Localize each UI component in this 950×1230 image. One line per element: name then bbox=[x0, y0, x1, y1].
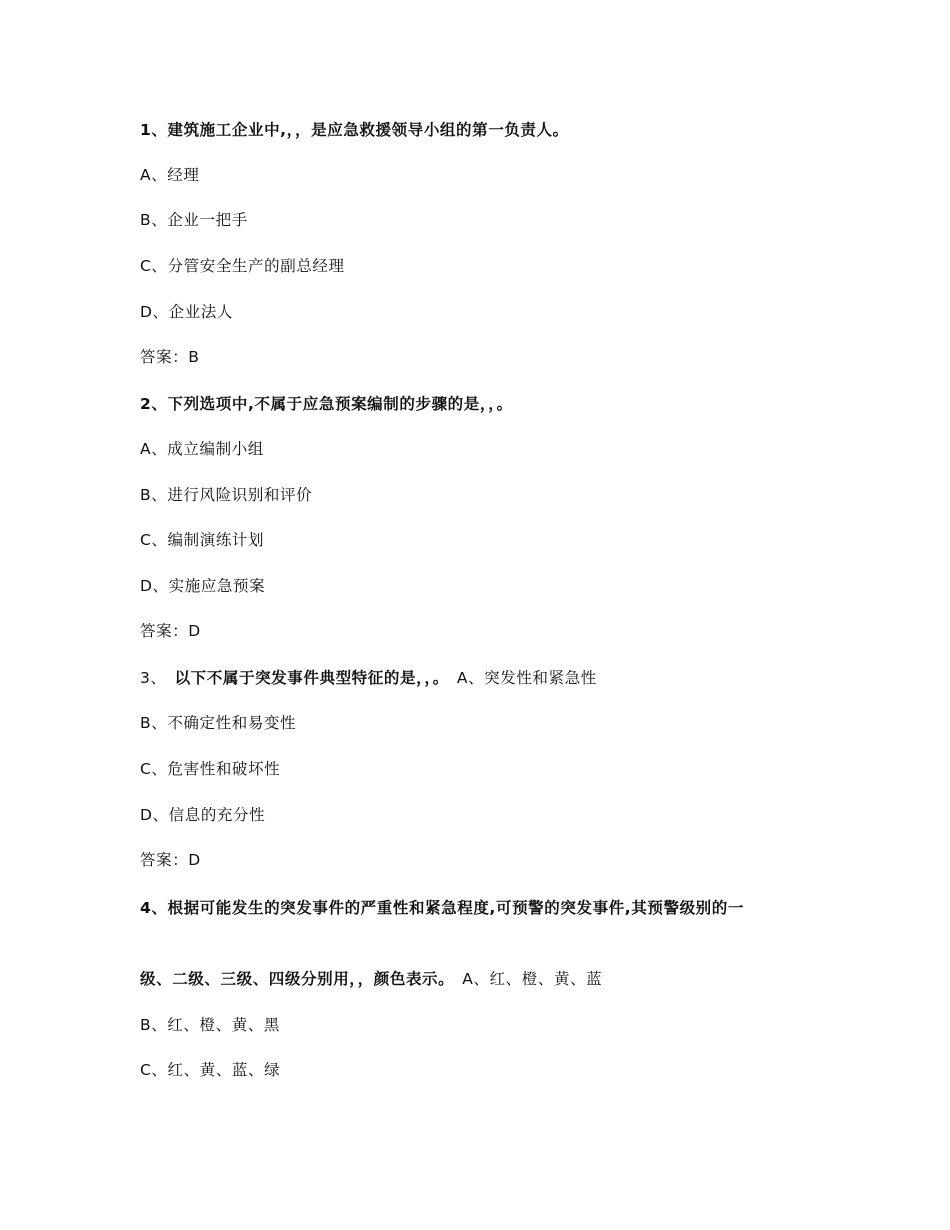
question-3-option-c: C、危害性和破坏性 bbox=[140, 760, 281, 778]
question-3-option-d: D、信息的充分性 bbox=[140, 806, 266, 824]
question-2-option-c: C、编制演练计划 bbox=[140, 531, 265, 549]
question-2-option-d: D、实施应急预案 bbox=[140, 577, 266, 595]
question-4-stem-line-2: 级、二级、三级、四级分别用，，颜色表示。 bbox=[140, 970, 455, 988]
question-1-option-d: D、企业法人 bbox=[140, 303, 234, 321]
question-3-option-a: A、突发性和紧急性 bbox=[456, 669, 597, 687]
question-4-stem-line-1: 4、根据可能发生的突发事件的严重性和紧急程度,可预警的突发事件,其预警级别的一 bbox=[140, 899, 744, 917]
question-2-option-a: A、成立编制小组 bbox=[140, 440, 264, 458]
question-2-option-b: B、进行风险识别和评价 bbox=[140, 486, 313, 504]
question-3-stem: 以下不属于突发事件典型特征的是，，。 bbox=[174, 669, 449, 687]
question-1-answer: 答案：B bbox=[140, 348, 200, 366]
question-3-line bbox=[140, 667, 820, 689]
question-2-answer: 答案：D bbox=[140, 622, 201, 640]
question-4-option-c: C、红、黄、蓝、绿 bbox=[140, 1061, 281, 1079]
question-1-option-a: A、经理 bbox=[140, 166, 200, 184]
question-3-answer: 答案：D bbox=[140, 851, 201, 869]
question-1-stem: 1、建筑施工企业中,，，是应急救援领导小组的第一负责人。 bbox=[140, 121, 569, 139]
question-3-number: 3、 bbox=[140, 669, 167, 687]
question-4-option-b: B、红、橙、黄、黑 bbox=[140, 1016, 281, 1034]
question-4-option-a: A、红、橙、黄、蓝 bbox=[462, 970, 603, 988]
question-4-line-2 bbox=[140, 968, 820, 990]
question-3-option-b: B、不确定性和易变性 bbox=[140, 714, 297, 732]
question-1-option-b: B、企业一把手 bbox=[140, 211, 248, 229]
question-2-stem: 2、下列选项中,不属于应急预案编制的步骤的是，，。 bbox=[140, 395, 513, 413]
question-1-option-c: C、分管安全生产的副总经理 bbox=[140, 257, 345, 275]
